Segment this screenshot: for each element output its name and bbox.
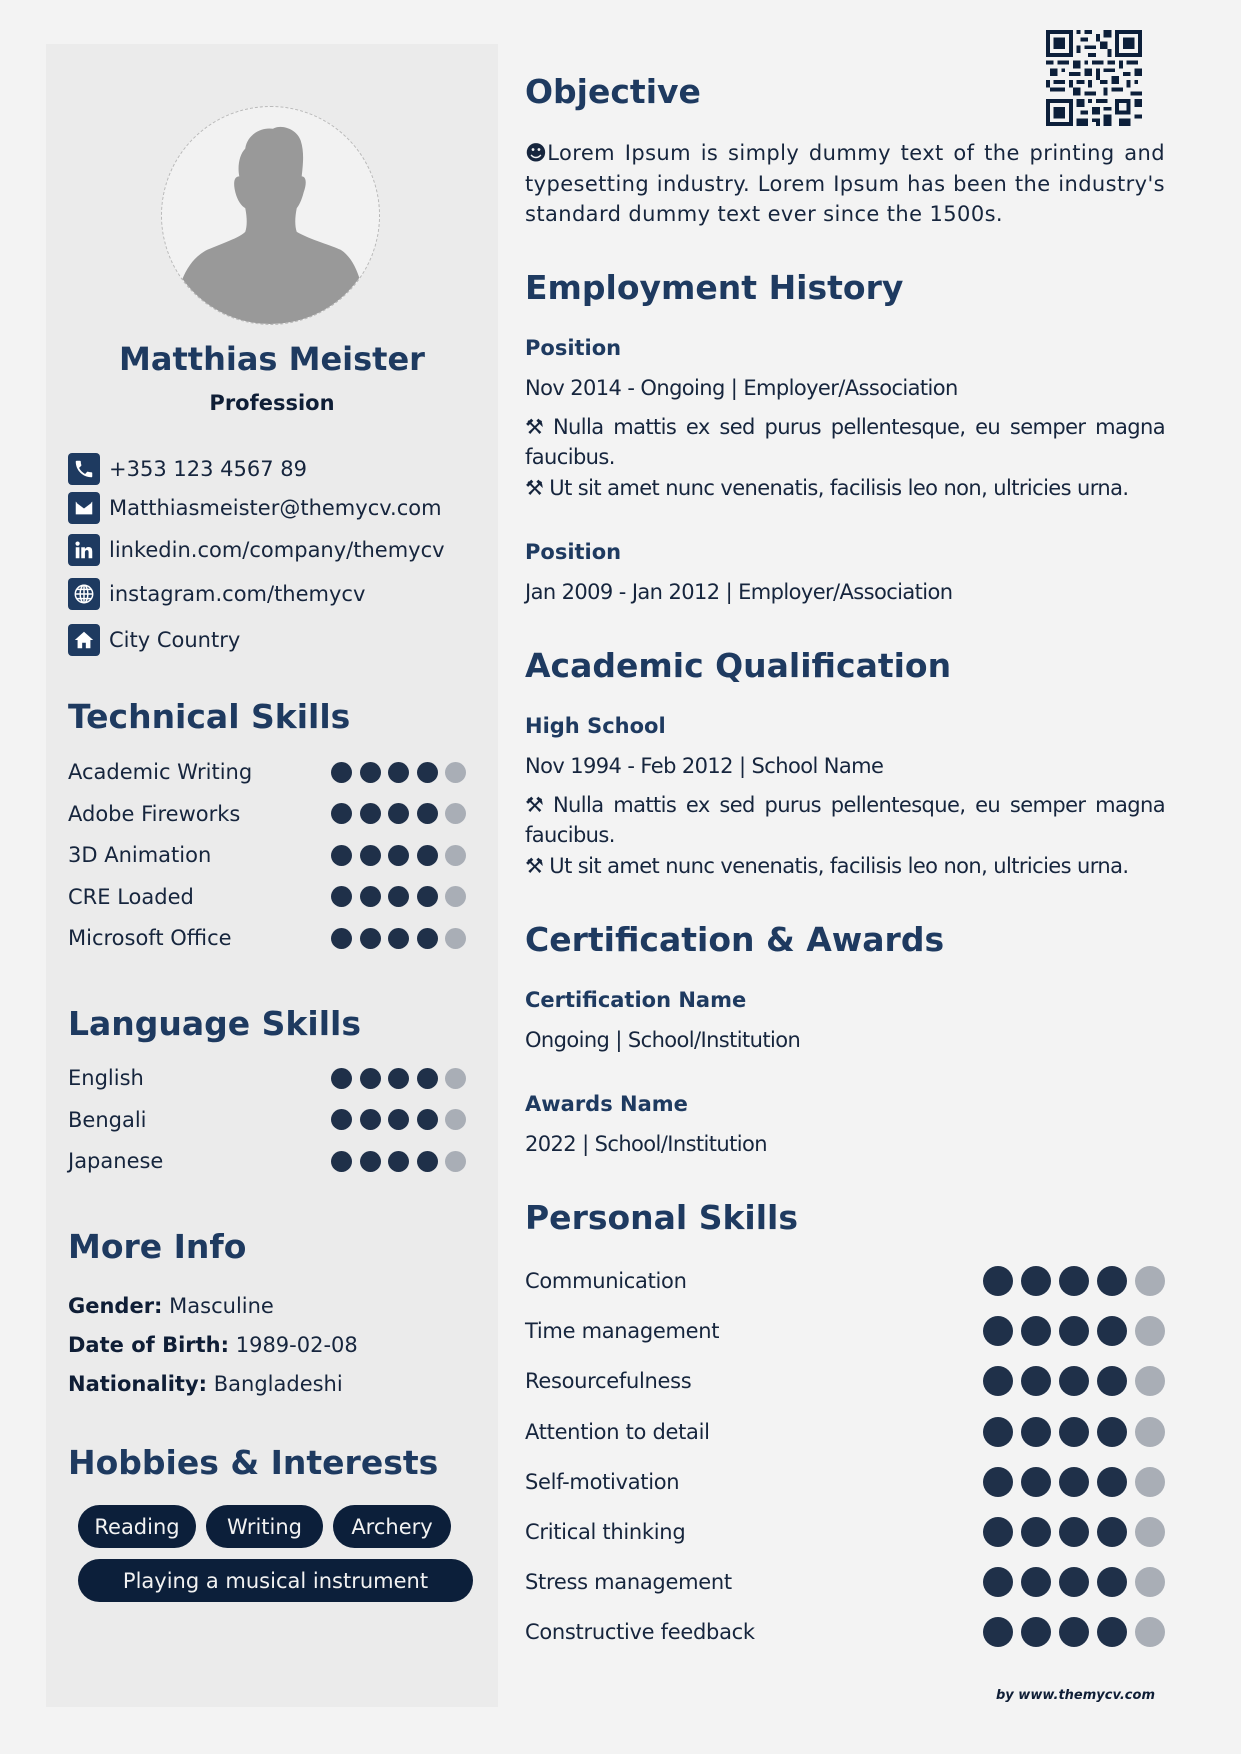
skill-label: Constructive feedback	[525, 1620, 755, 1645]
rating-dot-filled-icon	[388, 1068, 409, 1089]
rating-dot-filled-icon	[1021, 1417, 1051, 1447]
rating-dot-empty-icon	[445, 928, 466, 949]
rating-dot-filled-icon	[417, 1068, 438, 1089]
skill-row	[68, 758, 466, 786]
rating-dot-filled-icon	[983, 1467, 1013, 1497]
skill-label: 3D Animation	[68, 843, 212, 867]
rating-dot-empty-icon	[445, 845, 466, 866]
rating-dot-filled-icon	[1021, 1617, 1051, 1647]
person-silhouette-icon	[162, 107, 379, 324]
rating-dot-empty-icon	[445, 803, 466, 824]
rating-dot-filled-icon	[1097, 1266, 1127, 1296]
rating-dot-filled-icon	[331, 1068, 352, 1089]
skill-row	[68, 883, 466, 911]
qr-code-icon	[1046, 30, 1142, 126]
job-meta: Jan 2009 - Jan 2012 | Employer/Association	[525, 580, 953, 604]
rating-dot-filled-icon	[1021, 1366, 1051, 1396]
rating-dot-filled-icon	[331, 1151, 352, 1172]
rating-dot-filled-icon	[417, 845, 438, 866]
skill-row	[68, 1147, 466, 1175]
profession: Profession	[209, 391, 335, 415]
rating-dot-filled-icon	[983, 1567, 1013, 1597]
rating-dot-empty-icon	[1135, 1316, 1165, 1346]
rating-dot-empty-icon	[445, 886, 466, 907]
rating-dot-filled-icon	[983, 1617, 1013, 1647]
skill-label: Japanese	[68, 1149, 164, 1173]
skill-rating	[983, 1316, 1165, 1346]
rating-dot-filled-icon	[360, 886, 381, 907]
rating-dot-filled-icon	[388, 762, 409, 783]
certification-meta: Ongoing | School/Institution	[525, 1028, 801, 1052]
rating-dot-filled-icon	[1059, 1316, 1089, 1346]
skill-row	[68, 800, 466, 828]
skill-rating	[983, 1517, 1165, 1547]
skill-rating	[983, 1617, 1165, 1647]
rating-dot-filled-icon	[1097, 1567, 1127, 1597]
contact-linkedin[interactable]	[68, 534, 445, 566]
rating-dot-filled-icon	[331, 803, 352, 824]
objective-heading: Objective	[525, 72, 701, 111]
rating-dot-empty-icon	[445, 1109, 466, 1130]
info-value: Masculine	[169, 1294, 274, 1318]
skill-label: Critical thinking	[525, 1520, 686, 1544]
skill-row	[525, 1615, 1165, 1649]
job-meta: Nov 2014 - Ongoing | Employer/Association	[525, 376, 958, 400]
skill-rating	[331, 928, 466, 949]
skill-rating	[331, 803, 466, 824]
rating-dot-filled-icon	[417, 762, 438, 783]
contact-value: +353 123 4567 89	[109, 457, 307, 481]
contact-value: City Country	[109, 628, 241, 652]
skill-rating	[983, 1467, 1165, 1497]
rating-dot-filled-icon	[331, 1109, 352, 1130]
globe-icon	[68, 578, 100, 610]
skill-rating	[983, 1417, 1165, 1447]
more-info-heading: More Info	[68, 1227, 247, 1266]
rating-dot-filled-icon	[417, 803, 438, 824]
skill-label: Time management	[525, 1319, 720, 1344]
info-label: Nationality:	[68, 1372, 208, 1396]
skill-label: Communication	[525, 1269, 687, 1293]
rating-dot-filled-icon	[1097, 1417, 1127, 1447]
skill-row	[68, 1106, 466, 1134]
hobby-pill: Playing a musical instrument	[78, 1559, 473, 1602]
rating-dot-filled-icon	[1097, 1316, 1127, 1346]
rating-dot-filled-icon	[417, 1109, 438, 1130]
rating-dot-filled-icon	[388, 845, 409, 866]
degree-name: High School	[525, 714, 666, 738]
skill-row	[68, 841, 466, 869]
language-skills-heading: Language Skills	[68, 1004, 361, 1043]
skill-row	[525, 1314, 1165, 1348]
candidate-name: Matthias Meister	[119, 340, 425, 378]
skill-row	[525, 1415, 1165, 1449]
rating-dot-filled-icon	[388, 886, 409, 907]
personal-skills-heading: Personal Skills	[525, 1198, 799, 1237]
skill-row	[525, 1515, 1165, 1549]
rating-dot-filled-icon	[1059, 1366, 1089, 1396]
rating-dot-empty-icon	[1135, 1266, 1165, 1296]
rating-dot-filled-icon	[388, 928, 409, 949]
skill-row	[525, 1364, 1165, 1398]
job-bullet: ⚒ Ut sit amet nunc venenatis, facilisis leo non, ultricies urna.	[525, 476, 1129, 500]
objective-text: ☻Lorem Ipsum is simply dummy text of the printing and typesetting industry. Lorem Ipsum has been the industry's standard dummy text ever since the 1500s.	[525, 141, 1165, 226]
rating-dot-filled-icon	[331, 762, 352, 783]
rating-dot-filled-icon	[1097, 1517, 1127, 1547]
rating-dot-filled-icon	[983, 1366, 1013, 1396]
hobby-pill: Writing	[206, 1505, 323, 1548]
skill-label: CRE Loaded	[68, 884, 194, 909]
rating-dot-filled-icon	[1021, 1567, 1051, 1597]
info-value: 1989-02-08	[235, 1333, 358, 1357]
employment-heading: Employment History	[525, 268, 904, 307]
rating-dot-empty-icon	[1135, 1366, 1165, 1396]
technical-skills-heading: Technical Skills	[68, 697, 351, 736]
skill-label: Microsoft Office	[68, 926, 232, 950]
rating-dot-filled-icon	[360, 803, 381, 824]
info-label: Gender:	[68, 1294, 163, 1318]
contact-phone[interactable]	[68, 453, 307, 485]
rating-dot-filled-icon	[1021, 1517, 1051, 1547]
rating-dot-empty-icon	[445, 1151, 466, 1172]
job-position: Position	[525, 336, 622, 360]
skill-label: Academic Writing	[68, 760, 253, 784]
rating-dot-filled-icon	[1097, 1366, 1127, 1396]
info-value: Bangladeshi	[213, 1372, 343, 1396]
linkedin-icon	[68, 534, 100, 566]
rating-dot-filled-icon	[1059, 1567, 1089, 1597]
skill-label: Stress management	[525, 1570, 732, 1595]
job-position: Position	[525, 540, 622, 564]
email-icon	[68, 492, 100, 524]
skill-row	[68, 1064, 466, 1092]
rating-dot-filled-icon	[1059, 1467, 1089, 1497]
rating-dot-empty-icon	[1135, 1617, 1165, 1647]
hobby-pill: Archery	[333, 1505, 451, 1548]
avatar	[161, 106, 380, 325]
degree-meta: Nov 1994 - Feb 2012 | School Name	[525, 754, 884, 778]
rating-dot-filled-icon	[1059, 1617, 1089, 1647]
rating-dot-filled-icon	[331, 886, 352, 907]
rating-dot-filled-icon	[1021, 1316, 1051, 1346]
skill-rating	[983, 1266, 1165, 1296]
contact-location	[68, 624, 240, 656]
rating-dot-filled-icon	[1059, 1417, 1089, 1447]
rating-dot-filled-icon	[1021, 1266, 1051, 1296]
skill-label: Bengali	[68, 1107, 147, 1132]
rating-dot-filled-icon	[417, 886, 438, 907]
home-icon	[68, 624, 100, 656]
phone-icon	[68, 453, 100, 485]
skill-rating	[331, 1109, 466, 1130]
certifications-heading: Certification & Awards	[525, 920, 945, 959]
hobby-pill: Reading	[78, 1505, 196, 1548]
skill-rating	[331, 762, 466, 783]
info-gender	[68, 1294, 274, 1318]
academic-heading: Academic Qualification	[525, 646, 952, 685]
rating-dot-empty-icon	[445, 1068, 466, 1089]
rating-dot-filled-icon	[1059, 1266, 1089, 1296]
skill-label: English	[68, 1066, 144, 1090]
rating-dot-filled-icon	[360, 1151, 381, 1172]
rating-dot-empty-icon	[1135, 1517, 1165, 1547]
rating-dot-filled-icon	[983, 1517, 1013, 1547]
rating-dot-filled-icon	[360, 845, 381, 866]
rating-dot-filled-icon	[360, 762, 381, 783]
rating-dot-filled-icon	[360, 1109, 381, 1130]
contact-value: linkedin.com/company/themycv	[109, 538, 445, 562]
hobbies-heading: Hobbies & Interests	[68, 1443, 439, 1482]
info-nationality	[68, 1372, 343, 1396]
skill-label: Adobe Fireworks	[68, 801, 241, 826]
award-name: Awards Name	[525, 1092, 688, 1116]
skill-rating	[331, 1151, 466, 1172]
rating-dot-filled-icon	[388, 803, 409, 824]
job-bullet: ⚒ Nulla mattis ex sed purus pellentesque, eu semper magna faucibus.	[525, 415, 1165, 469]
rating-dot-filled-icon	[388, 1151, 409, 1172]
rating-dot-filled-icon	[417, 928, 438, 949]
footer-credit: by www.themycv.com	[996, 1688, 1155, 1703]
rating-dot-filled-icon	[1097, 1617, 1127, 1647]
skill-row	[525, 1565, 1165, 1599]
info-label: Date of Birth:	[68, 1333, 230, 1357]
skill-rating	[331, 1068, 466, 1089]
rating-dot-filled-icon	[360, 928, 381, 949]
certification-name: Certification Name	[525, 988, 747, 1012]
skill-row	[525, 1264, 1165, 1298]
rating-dot-empty-icon	[1135, 1417, 1165, 1447]
rating-dot-filled-icon	[331, 928, 352, 949]
rating-dot-filled-icon	[983, 1266, 1013, 1296]
skill-rating	[983, 1567, 1165, 1597]
rating-dot-filled-icon	[1021, 1467, 1051, 1497]
skill-row	[68, 924, 466, 952]
contact-website[interactable]	[68, 578, 365, 610]
rating-dot-empty-icon	[1135, 1567, 1165, 1597]
skill-rating	[331, 845, 466, 866]
rating-dot-filled-icon	[1059, 1517, 1089, 1547]
rating-dot-filled-icon	[1097, 1467, 1127, 1497]
rating-dot-empty-icon	[445, 762, 466, 783]
skill-label: Self-motivation	[525, 1469, 680, 1494]
rating-dot-filled-icon	[360, 1068, 381, 1089]
rating-dot-filled-icon	[983, 1417, 1013, 1447]
rating-dot-filled-icon	[417, 1151, 438, 1172]
skill-rating	[983, 1366, 1165, 1396]
rating-dot-filled-icon	[983, 1316, 1013, 1346]
contact-value: Matthiasmeister@themycv.com	[109, 496, 442, 520]
degree-bullet: ⚒ Ut sit amet nunc venenatis, facilisis leo non, ultricies urna.	[525, 854, 1129, 878]
rating-dot-empty-icon	[1135, 1467, 1165, 1497]
contact-email[interactable]	[68, 492, 442, 524]
award-meta: 2022 | School/Institution	[525, 1132, 767, 1156]
info-dob	[68, 1333, 358, 1357]
rating-dot-filled-icon	[331, 845, 352, 866]
rating-dot-filled-icon	[388, 1109, 409, 1130]
contact-value: instagram.com/themycv	[109, 582, 366, 606]
skill-label: Resourcefulness	[525, 1369, 692, 1394]
degree-bullet: ⚒ Nulla mattis ex sed purus pellentesque, eu semper magna faucibus.	[525, 793, 1165, 847]
skill-label: Attention to detail	[525, 1419, 710, 1444]
skill-row	[525, 1465, 1165, 1499]
skill-rating	[331, 886, 466, 907]
